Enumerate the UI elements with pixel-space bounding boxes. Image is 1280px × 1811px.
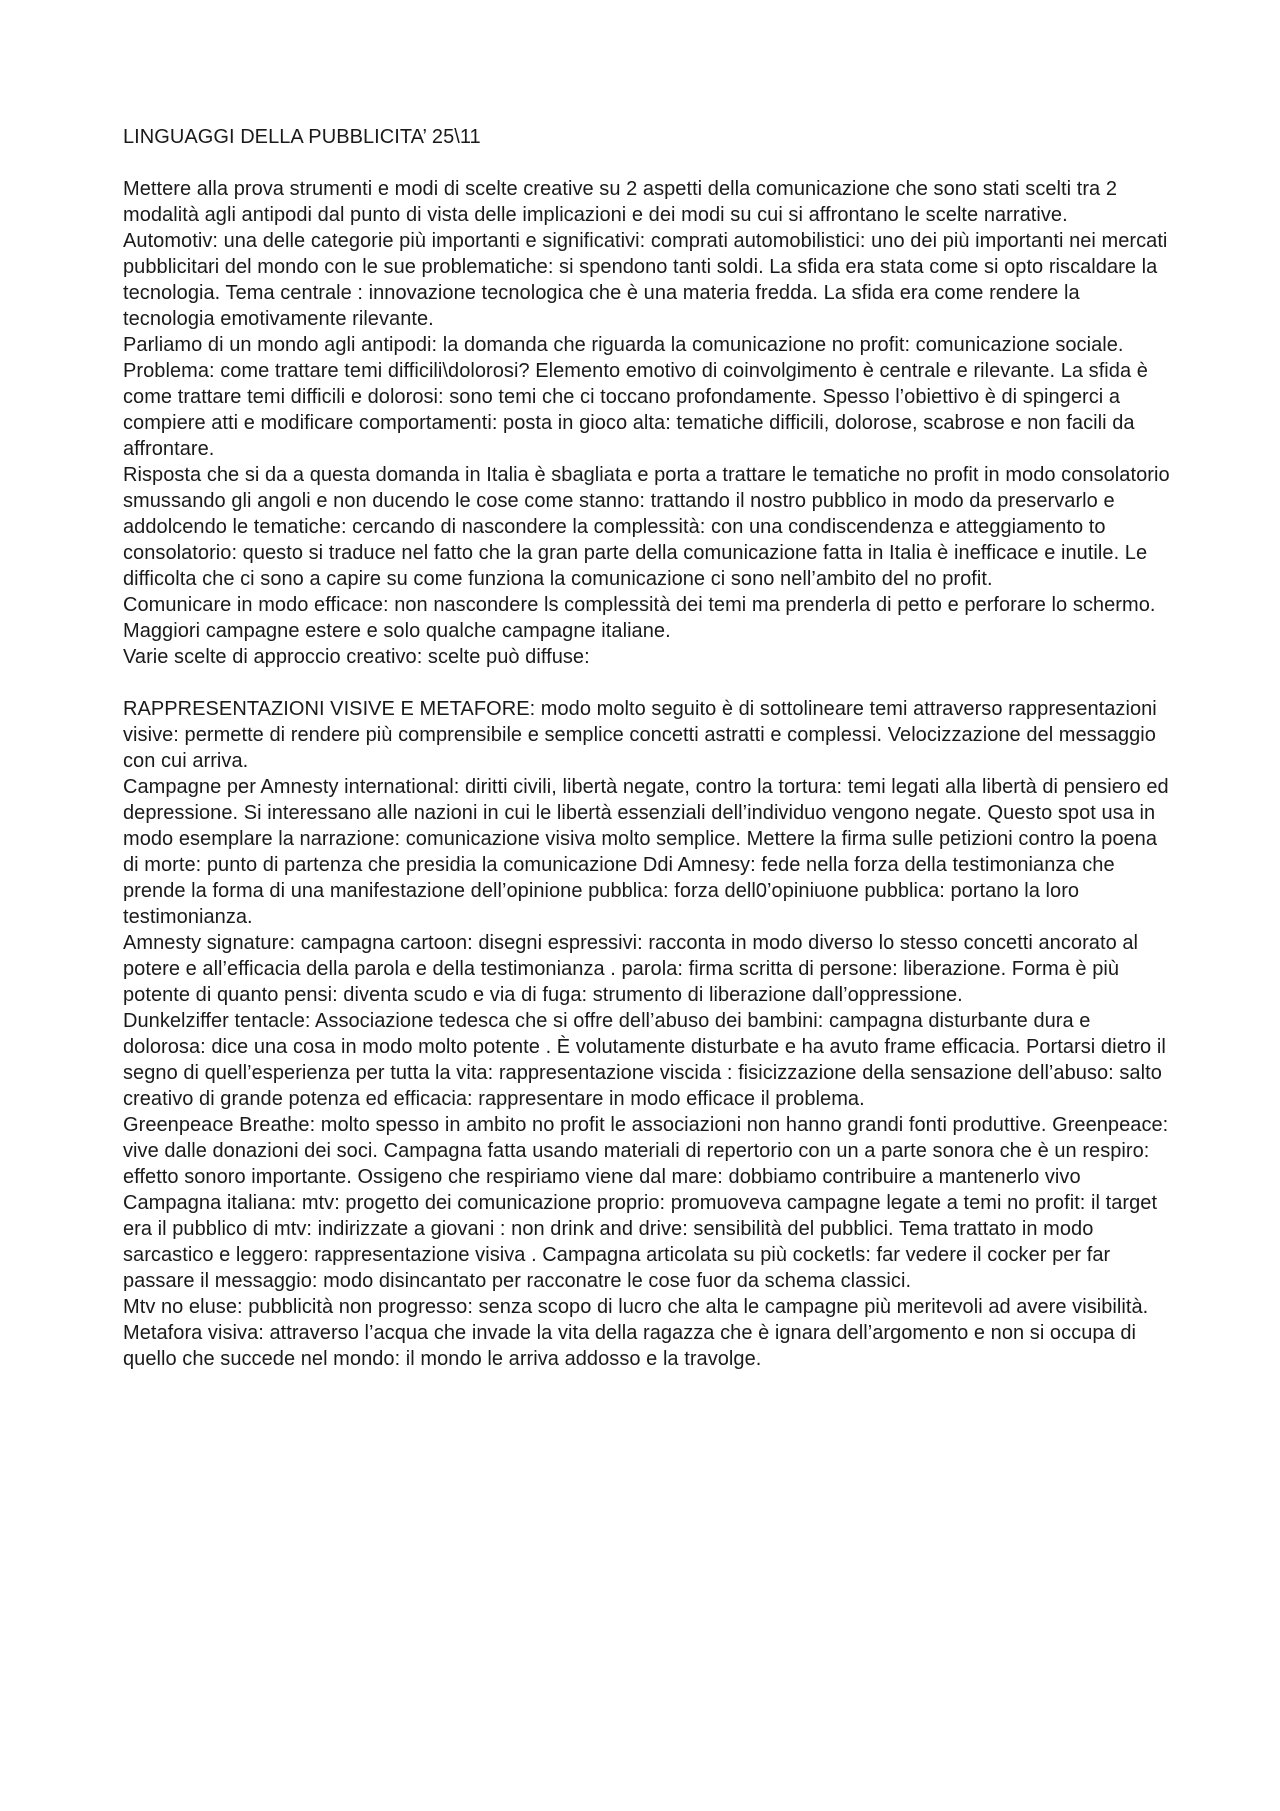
- section-paragraph-4: Dunkelziffer tentacle: Associazione tedesca che si offre dell’abuso dei bambini: campagna disturbante dura e dolorosa: dice una cosa in modo molto potente . È volutamente disturbate e ha avuto frame efficacia. Portarsi dietro il segno di quell’esperienza per tutta la vita: rappresentazione viscida : fisicizzazione della sensazione dell’abuso: salto creativo di grande potenza ed efficacia: rappresentare in modo efficace il problema.: [123, 1010, 1172, 1110]
- section-paragraph-3: Amnesty signature: campagna cartoon: disegni espressivi: racconta in modo diverso lo stesso concetti ancorato al potere e all’efficacia della parola e della testimonianza . parola: firma scritta di persone: liberazione. Forma è più potente di quanto pensi: diventa scudo e via di fuga: strumento di liberazione dall’oppressione.: [123, 932, 1144, 1006]
- section-paragraph-7: Mtv no eluse: pubblicità non progresso: senza scopo di lucro che alta le campagne più meritevoli ad avere visibilità. Metafora visiva: attraverso l’acqua che invade la vita della ragazza che è ignara dell’argomento e non si occupa di quello che succede nel mondo: il mondo le arriva addosso e la travolge.: [123, 1296, 1154, 1370]
- document-title: LINGUAGGI DELLA PUBBLICITA’ 25\11: [123, 126, 481, 148]
- paragraph-gap: [123, 150, 1173, 176]
- document-body: [123, 124, 1176, 1372]
- intro-paragraph-5: Comunicare in modo efficace: non nascondere ls complessità dei temi ma prenderla di petto e perforare lo schermo.: [123, 594, 1156, 616]
- section-paragraph-2: Campagne per Amnesty international: diritti civili, libertà negate, contro la tortura: temi legati alla libertà di pensiero ed depressione. Si interessano alle nazioni in cui le libertà essenziali dell’individuo vengono negate. Questo spot usa in modo esemplare la narrazione: comunicazione visiva molto semplice. Mettere la firma sulle petizioni contro la poena di morte: punto di partenza che presidia la comunicazione Ddi Amnesy: fede nella forza della testimonianza che prende la forma di una manifestazione dell’opinione pubblica: forza dell0’opiniuone pubblica: portano la loro testimonianza.: [123, 776, 1175, 928]
- intro-paragraph-4: Risposta che si da a questa domanda in Italia è sbagliata e porta a trattare le tematiche no profit in modo consolatorio smussando gli angoli e non ducendo le cose come stanno: trattando il nostro pubblico in modo da preservarlo e addolcendo le tematiche: cercando di nascondere la complessità: con una condiscendenza e atteggiamento to consolatorio: questo si traduce nel fatto che la gran parte della comunicazione fatta in Italia è inefficace e inutile. Le difficolta che ci sono a capire su come funziona la comunicazione ci sono nell’ambito del no profit.: [123, 464, 1176, 590]
- intro-paragraph-1: Mettere alla prova strumenti e modi di scelte creative su 2 aspetti della comunicazione che sono stati scelti tra 2 modalità agli antipodi dal punto di vista delle implicazioni e dei modi su cui si affrontano le scelte narrative.: [123, 178, 1123, 226]
- section-paragraph-6: Campagna italiana: mtv: progetto dei comunicazione proprio: promuoveva campagne legate a temi no profit: il target era il pubblico di mtv: indirizzate a giovani : non drink and drive: sensibilità del pubblici. Tema trattato in modo sarcastico e leggero: rappresentazione visiva . Campagna articolata su più cocketls: far vedere il cocker per far passare il messaggio: modo disincantato per racconatre le cose fuor da schema classici.: [123, 1192, 1163, 1292]
- intro-paragraph-6: Maggiori campagne estere e solo qualche campagne italiane.: [123, 620, 671, 642]
- intro-paragraph-7: Varie scelte di approccio creativo: scelte può diffuse:: [123, 646, 590, 668]
- paragraph-gap: [123, 670, 1173, 696]
- section-paragraph-5: Greenpeace Breathe: molto spesso in ambito no profit le associazioni non hanno grandi fonti produttive. Greenpeace: vive dalle donazioni dei soci. Campagna fatta usando materiali di repertorio con un a parte sonora che è un respiro: effetto sonoro importante. Ossigeno che respiriamo viene dal mare: dobbiamo contribuire a mantenerlo vivo: [123, 1114, 1174, 1188]
- intro-paragraph-3: Parliamo di un mondo agli antipodi: la domanda che riguarda la comunicazione no profit: comunicazione sociale. Problema: come trattare temi difficili\dolorosi? Elemento emotivo di coinvolgimento è centrale e rilevante. La sfida è come trattare temi difficili e dolorosi: sono temi che ci toccano profondamente. Spesso l’obiettivo è di spingerci a compiere atti e modificare comportamenti: posta in gioco alta: tematiche difficili, dolorose, scabrose e non facili da affrontare.: [123, 334, 1154, 460]
- intro-paragraph-2: Automotiv: una delle categorie più importanti e significativi: comprati automobilistici: uno dei più importanti nei mercati pubblicitari del mondo con le sue problematiche: si spendono tanti soldi. La sfida era stata come si opto riscaldare la tecnologia. Tema centrale : innovazione tecnologica che è una materia fredda. La sfida era come rendere la tecnologia emotivamente rilevante.: [123, 230, 1174, 330]
- section-paragraph-1: RAPPRESENTAZIONI VISIVE E METAFORE: modo molto seguito è di sottolineare temi attraverso rappresentazioni visive: permette di rendere più comprensibile e semplice concetti astratti e complessi. Velocizzazione del messaggio con cui arriva.: [123, 698, 1163, 772]
